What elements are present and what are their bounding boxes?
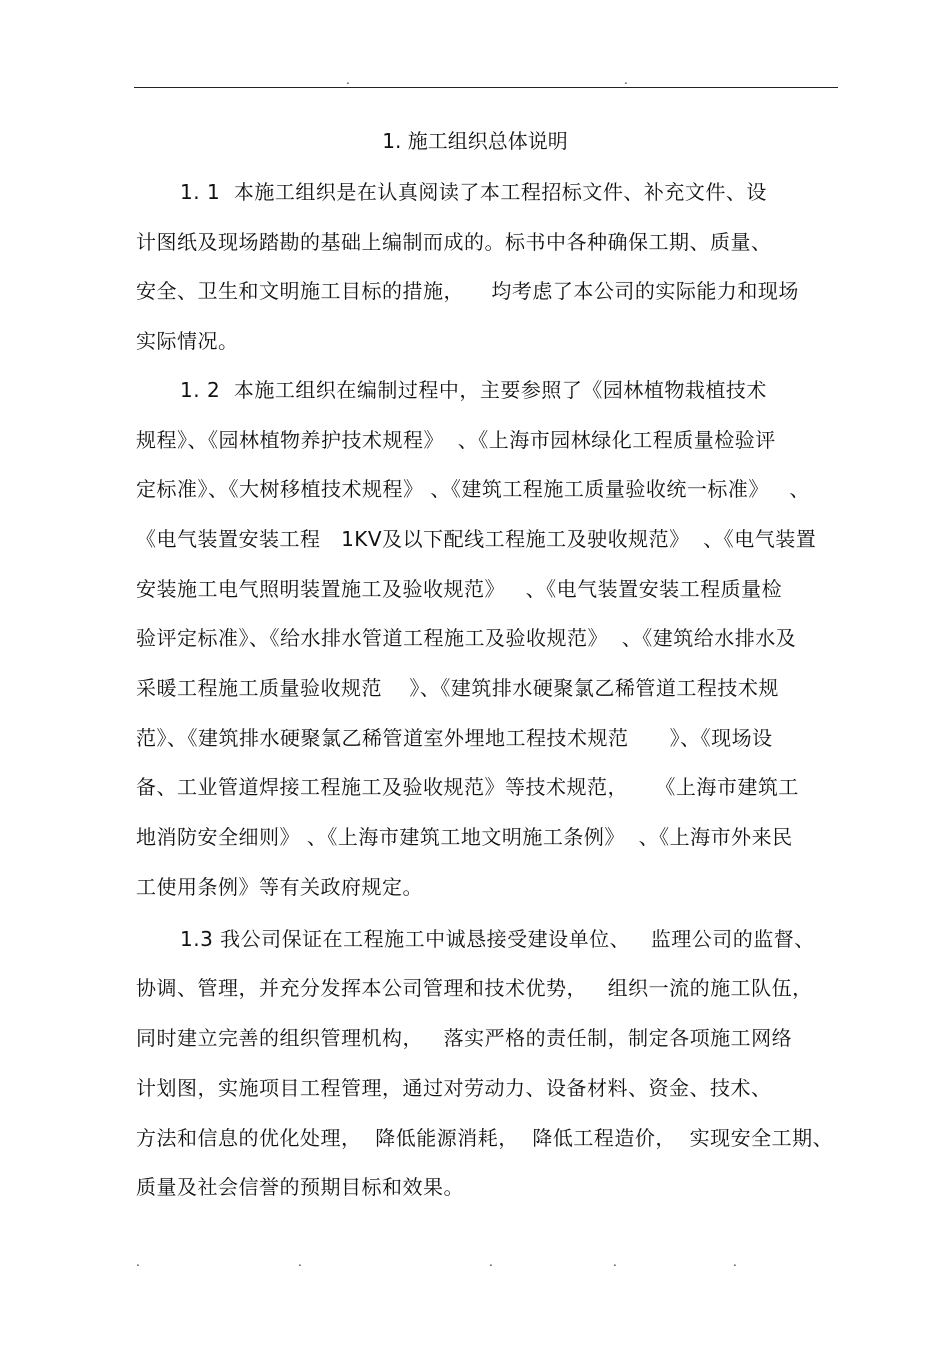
paragraph-line: 地消防安全细则》 、《上海市建筑工地文明施工条例》 、《上海市外来民 [136,825,793,849]
paragraph-line: 规程》、《园林植物养护技术规程》 、《上海市园林绿化工程质量检验评 [136,428,776,452]
paragraph-line: 《电气装置安装工程 1KV及以下配线工程施工及驶收规范》 、《电气装置 [136,527,817,551]
footer-dot: . [298,1255,302,1269]
header-rule [134,87,838,88]
section-title: 1. 施工组织总体说明 [382,129,568,153]
paragraph-line: 1.3 我公司保证在工程施工中诚恳接受建设单位、 监理公司的监督、 [180,927,815,951]
paragraph-line: 范》、《建筑排水硬聚氯乙稀管道室外埋地工程技术规范 》、《现场设 [136,726,773,750]
footer-dot: . [136,1255,140,1269]
paragraph-line: 实际情况。 [136,329,239,353]
paragraph-line: 采暖工程施工质量验收规范 》、《建筑排水硬聚氯乙稀管道工程技术规 [136,676,779,700]
header-dot-right: . [624,73,628,87]
paragraph-line: 工使用条例》等有关政府规定。 [136,875,423,899]
paragraph-line: 计划图，实施项目工程管理，通过对劳动力、设备材料、资金、技术、 [136,1076,772,1100]
paragraph-line: 安装施工电气照明装置施工及验收规范》 、《电气装置安装工程质量检 [136,577,783,601]
paragraph-line: 质量及社会信誉的预期目标和效果。 [136,1175,464,1199]
header-dot-left: . [346,73,350,87]
footer-dot: . [733,1255,737,1269]
paragraph-line: 安全、卫生和文明施工目标的措施， 均考虑了本公司的实际能力和现场 [136,279,799,303]
paragraph-line: 1. 2 本施工组织在编制过程中，主要参照了《园林植物栽植技术 [180,378,767,402]
paragraph-line: 协调、管理，并充分发挥本公司管理和技术优势， 组织一流的施工队伍， [136,976,813,1000]
footer-dot: . [613,1255,617,1269]
paragraph-line: 验评定标准》、《给水排水管道工程施工及验收规范》 、《建筑给水排水及 [136,626,797,650]
paragraph-line: 1. 1 本施工组织是在认真阅读了本工程招标文件、补充文件、设 [180,180,767,204]
paragraph-line: 方法和信息的优化处理， 降低能源消耗， 降低工程造价， 实现安全工期、 [136,1126,834,1150]
footer-dot: . [489,1255,493,1269]
paragraph-line: 定标准》、《大树移植技术规程》 、《建筑工程施工质量验收统一标准》 、 [136,477,810,501]
paragraph-line: 计图纸及现场踏勘的基础上编制而成的。标书中各种确保工期、质量、 [136,230,772,254]
paragraph-line: 同时建立完善的组织管理机构， 落实严格的责任制，制定各项施工网络 [136,1026,793,1050]
paragraph-line: 备、工业管道焊接工程施工及验收规范》等技术规范， 《上海市建筑工 [136,775,799,799]
